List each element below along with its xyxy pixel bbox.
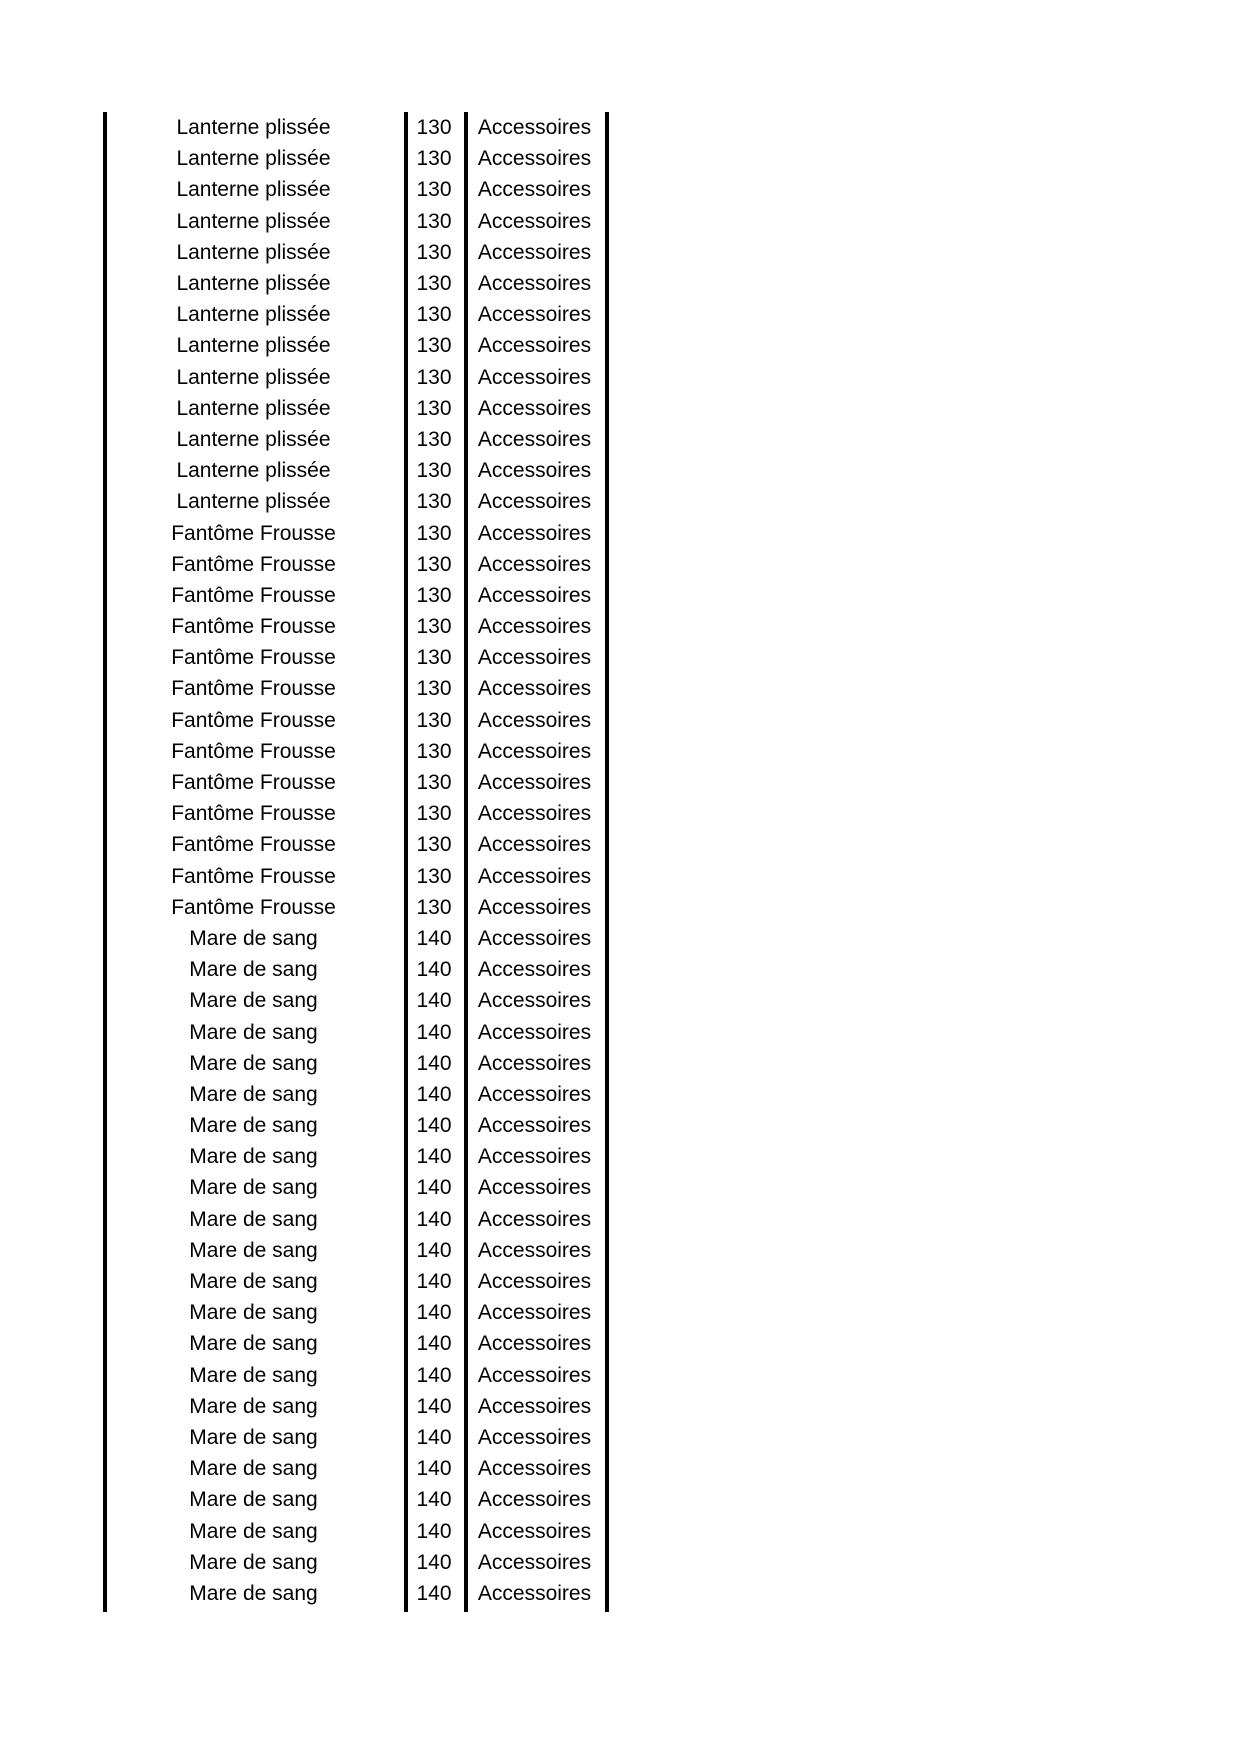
product-name-cell[interactable]: Lanterne plissée	[176, 147, 331, 171]
quantity-cell[interactable]: 130	[416, 209, 452, 233]
quantity-cell[interactable]: 130	[416, 427, 452, 451]
table-row	[103, 1110, 610, 1141]
category-cell[interactable]: Accessoires	[477, 459, 592, 483]
quantity-cell[interactable]: 130	[416, 895, 452, 919]
category-cell[interactable]: Accessoires	[477, 521, 592, 545]
product-name-cell[interactable]: Mare de sang	[189, 1581, 318, 1605]
quantity-cell[interactable]: 130	[416, 147, 452, 171]
quantity-cell[interactable]: 140	[416, 1114, 452, 1138]
product-name-cell[interactable]: Mare de sang	[189, 1519, 318, 1543]
quantity-cell[interactable]: 140	[416, 1363, 452, 1387]
table-row	[103, 1328, 610, 1359]
product-name-cell[interactable]: Mare de sang	[189, 1114, 318, 1138]
table-row	[103, 736, 610, 767]
quantity-cell[interactable]: 130	[416, 272, 452, 296]
product-name-cell[interactable]: Lanterne plissée	[176, 365, 331, 389]
quantity-cell[interactable]: 140	[416, 1238, 452, 1262]
table-row	[103, 1079, 610, 1110]
category-cell[interactable]: Accessoires	[477, 802, 592, 826]
product-name-cell[interactable]: Mare de sang	[189, 1051, 318, 1075]
product-name-cell[interactable]: Mare de sang	[189, 1238, 318, 1262]
product-name-cell[interactable]: Fantôme Frousse	[171, 739, 336, 763]
category-cell[interactable]: Accessoires	[477, 1176, 592, 1200]
table-row	[103, 1547, 610, 1578]
product-name-cell[interactable]: Mare de sang	[189, 1550, 318, 1574]
product-name-cell[interactable]: Lanterne plissée	[176, 459, 331, 483]
quantity-cell[interactable]: 130	[416, 303, 452, 327]
category-cell[interactable]: Accessoires	[477, 427, 592, 451]
category-cell[interactable]: Accessoires	[477, 365, 592, 389]
product-name-cell[interactable]: Lanterne plissée	[176, 334, 331, 358]
spreadsheet-table	[103, 112, 610, 1609]
quantity-cell[interactable]: 130	[416, 864, 452, 888]
quantity-cell[interactable]: 140	[416, 1270, 452, 1294]
quantity-cell[interactable]: 130	[416, 708, 452, 732]
table-row	[103, 1297, 610, 1328]
category-cell[interactable]: Accessoires	[477, 771, 592, 795]
quantity-cell[interactable]: 140	[416, 1051, 452, 1075]
table-row	[103, 362, 610, 393]
category-cell[interactable]: Accessoires	[477, 1488, 592, 1512]
product-name-cell[interactable]: Mare de sang	[189, 958, 318, 982]
product-name-cell[interactable]: Fantôme Frousse	[171, 833, 336, 857]
table-row	[103, 455, 610, 486]
quantity-cell[interactable]: 140	[416, 1581, 452, 1605]
category-cell[interactable]: Accessoires	[477, 1519, 592, 1543]
table-row	[103, 424, 610, 455]
quantity-cell[interactable]: 130	[416, 396, 452, 420]
quantity-cell[interactable]: 130	[416, 365, 452, 389]
table-row	[103, 1204, 610, 1235]
quantity-cell[interactable]: 130	[416, 178, 452, 202]
table-row	[103, 985, 610, 1016]
category-cell[interactable]: Accessoires	[477, 1238, 592, 1262]
table-row	[103, 1484, 610, 1515]
table-row	[103, 705, 610, 736]
category-cell[interactable]: Accessoires	[477, 303, 592, 327]
product-name-cell[interactable]: Fantôme Frousse	[171, 895, 336, 919]
table-row	[103, 1016, 610, 1047]
category-cell[interactable]: Accessoires	[477, 147, 592, 171]
product-name-cell[interactable]: Lanterne plissée	[176, 116, 331, 140]
table-row	[103, 143, 610, 174]
product-name-cell[interactable]: Mare de sang	[189, 1457, 318, 1481]
quantity-cell[interactable]: 130	[416, 802, 452, 826]
product-name-cell[interactable]: Mare de sang	[189, 1270, 318, 1294]
product-name-cell[interactable]: Mare de sang	[189, 1332, 318, 1356]
quantity-cell[interactable]: 140	[416, 1457, 452, 1481]
table-row	[103, 299, 610, 330]
product-name-cell[interactable]: Lanterne plissée	[176, 490, 331, 514]
category-cell[interactable]: Accessoires	[477, 490, 592, 514]
table-row	[103, 1391, 610, 1422]
category-cell[interactable]: Accessoires	[477, 864, 592, 888]
product-name-cell[interactable]: Lanterne plissée	[176, 178, 331, 202]
category-cell[interactable]: Accessoires	[477, 1425, 592, 1449]
category-cell[interactable]: Accessoires	[477, 583, 592, 607]
table-row	[103, 268, 610, 299]
table-row	[103, 1422, 610, 1453]
category-cell[interactable]: Accessoires	[477, 677, 592, 701]
quantity-cell[interactable]: 140	[416, 1082, 452, 1106]
quantity-cell[interactable]: 140	[416, 1145, 452, 1169]
table-row	[103, 954, 610, 985]
product-name-cell[interactable]: Lanterne plissée	[176, 209, 331, 233]
category-cell[interactable]: Accessoires	[477, 1301, 592, 1325]
product-name-cell[interactable]: Mare de sang	[189, 1082, 318, 1106]
category-cell[interactable]: Accessoires	[477, 1581, 592, 1605]
product-name-cell[interactable]: Lanterne plissée	[176, 272, 331, 296]
table-row	[103, 393, 610, 424]
product-name-cell[interactable]: Fantôme Frousse	[171, 615, 336, 639]
quantity-cell[interactable]: 130	[416, 677, 452, 701]
category-cell[interactable]: Accessoires	[477, 1394, 592, 1418]
category-cell[interactable]: Accessoires	[477, 895, 592, 919]
table-row	[103, 892, 610, 923]
table-row	[103, 486, 610, 517]
table-row	[103, 517, 610, 548]
quantity-cell[interactable]: 130	[416, 739, 452, 763]
product-name-cell[interactable]: Fantôme Frousse	[171, 771, 336, 795]
category-cell[interactable]: Accessoires	[477, 926, 592, 950]
product-name-cell[interactable]: Fantôme Frousse	[171, 583, 336, 607]
product-name-cell[interactable]: Mare de sang	[189, 1207, 318, 1231]
category-cell[interactable]: Accessoires	[477, 1020, 592, 1044]
table-row	[103, 642, 610, 673]
table-row	[103, 237, 610, 268]
category-cell[interactable]: Accessoires	[477, 272, 592, 296]
quantity-cell[interactable]: 130	[416, 116, 452, 140]
quantity-cell[interactable]: 140	[416, 1425, 452, 1449]
table-row	[103, 1048, 610, 1079]
quantity-cell[interactable]: 140	[416, 1519, 452, 1543]
quantity-cell[interactable]: 140	[416, 1020, 452, 1044]
category-cell[interactable]: Accessoires	[477, 739, 592, 763]
quantity-cell[interactable]: 140	[416, 926, 452, 950]
table-row	[103, 174, 610, 205]
quantity-cell[interactable]: 130	[416, 552, 452, 576]
category-cell[interactable]: Accessoires	[477, 334, 592, 358]
quantity-cell[interactable]: 130	[416, 490, 452, 514]
table-row	[103, 330, 610, 361]
table-row	[103, 1360, 610, 1391]
category-cell[interactable]: Accessoires	[477, 178, 592, 202]
category-cell[interactable]: Accessoires	[477, 1114, 592, 1138]
product-name-cell[interactable]: Lanterne plissée	[176, 396, 331, 420]
category-cell[interactable]: Accessoires	[477, 552, 592, 576]
product-name-cell[interactable]: Mare de sang	[189, 1176, 318, 1200]
product-name-cell[interactable]: Mare de sang	[189, 1394, 318, 1418]
table-row	[103, 611, 610, 642]
category-cell[interactable]: Accessoires	[477, 1082, 592, 1106]
category-cell[interactable]: Accessoires	[477, 708, 592, 732]
quantity-cell[interactable]: 140	[416, 1301, 452, 1325]
quantity-cell[interactable]: 130	[416, 521, 452, 545]
quantity-cell[interactable]: 140	[416, 1207, 452, 1231]
quantity-cell[interactable]: 130	[416, 459, 452, 483]
quantity-cell[interactable]: 130	[416, 334, 452, 358]
product-name-cell[interactable]: Mare de sang	[189, 926, 318, 950]
table-row	[103, 1172, 610, 1203]
table-row	[103, 798, 610, 829]
product-name-cell[interactable]: Mare de sang	[189, 989, 318, 1013]
product-name-cell[interactable]: Mare de sang	[189, 1425, 318, 1449]
product-name-cell[interactable]: Fantôme Frousse	[171, 708, 336, 732]
quantity-cell[interactable]: 140	[416, 1176, 452, 1200]
category-cell[interactable]: Accessoires	[477, 989, 592, 1013]
table-row	[103, 861, 610, 892]
product-name-cell[interactable]: Fantôme Frousse	[171, 677, 336, 701]
category-cell[interactable]: Accessoires	[477, 1207, 592, 1231]
quantity-cell[interactable]: 130	[416, 583, 452, 607]
category-cell[interactable]: Accessoires	[477, 396, 592, 420]
table-row	[103, 673, 610, 704]
table-row	[103, 549, 610, 580]
quantity-cell[interactable]: 130	[416, 771, 452, 795]
table-row	[103, 1453, 610, 1484]
product-name-cell[interactable]: Mare de sang	[189, 1363, 318, 1387]
product-name-cell[interactable]: Mare de sang	[189, 1301, 318, 1325]
product-name-cell[interactable]: Mare de sang	[189, 1145, 318, 1169]
product-name-cell[interactable]: Mare de sang	[189, 1488, 318, 1512]
category-cell[interactable]: Accessoires	[477, 1051, 592, 1075]
category-cell[interactable]: Accessoires	[477, 1145, 592, 1169]
table-row	[103, 1578, 610, 1609]
quantity-cell[interactable]: 130	[416, 240, 452, 264]
table-row	[103, 1266, 610, 1297]
category-cell[interactable]: Accessoires	[477, 116, 592, 140]
category-cell[interactable]: Accessoires	[477, 209, 592, 233]
quantity-cell[interactable]: 130	[416, 615, 452, 639]
quantity-cell[interactable]: 140	[416, 1488, 452, 1512]
product-name-cell[interactable]: Fantôme Frousse	[171, 646, 336, 670]
category-cell[interactable]: Accessoires	[477, 1270, 592, 1294]
table-row	[103, 923, 610, 954]
category-cell[interactable]: Accessoires	[477, 1332, 592, 1356]
table-row	[103, 1515, 610, 1546]
quantity-cell[interactable]: 130	[416, 833, 452, 857]
category-cell[interactable]: Accessoires	[477, 833, 592, 857]
table-row	[103, 829, 610, 860]
category-cell[interactable]: Accessoires	[477, 646, 592, 670]
category-cell[interactable]: Accessoires	[477, 1457, 592, 1481]
quantity-cell[interactable]: 140	[416, 1332, 452, 1356]
table-row	[103, 206, 610, 237]
table-row	[103, 1141, 610, 1172]
product-name-cell[interactable]: Lanterne plissée	[176, 303, 331, 327]
table-row	[103, 1235, 610, 1266]
product-name-cell[interactable]: Fantôme Frousse	[171, 521, 336, 545]
table-row	[103, 112, 610, 143]
quantity-cell[interactable]: 140	[416, 989, 452, 1013]
category-cell[interactable]: Accessoires	[477, 958, 592, 982]
product-name-cell[interactable]: Lanterne plissée	[176, 240, 331, 264]
quantity-cell[interactable]: 130	[416, 646, 452, 670]
table-row	[103, 767, 610, 798]
category-cell[interactable]: Accessoires	[477, 1363, 592, 1387]
quantity-cell[interactable]: 140	[416, 1394, 452, 1418]
quantity-cell[interactable]: 140	[416, 1550, 452, 1574]
product-name-cell[interactable]: Mare de sang	[189, 1020, 318, 1044]
product-name-cell[interactable]: Lanterne plissée	[176, 427, 331, 451]
product-name-cell[interactable]: Fantôme Frousse	[171, 864, 336, 888]
quantity-cell[interactable]: 140	[416, 958, 452, 982]
category-cell[interactable]: Accessoires	[477, 615, 592, 639]
product-name-cell[interactable]: Fantôme Frousse	[171, 802, 336, 826]
category-cell[interactable]: Accessoires	[477, 240, 592, 264]
product-name-cell[interactable]: Fantôme Frousse	[171, 552, 336, 576]
table-row	[103, 580, 610, 611]
category-cell[interactable]: Accessoires	[477, 1550, 592, 1574]
